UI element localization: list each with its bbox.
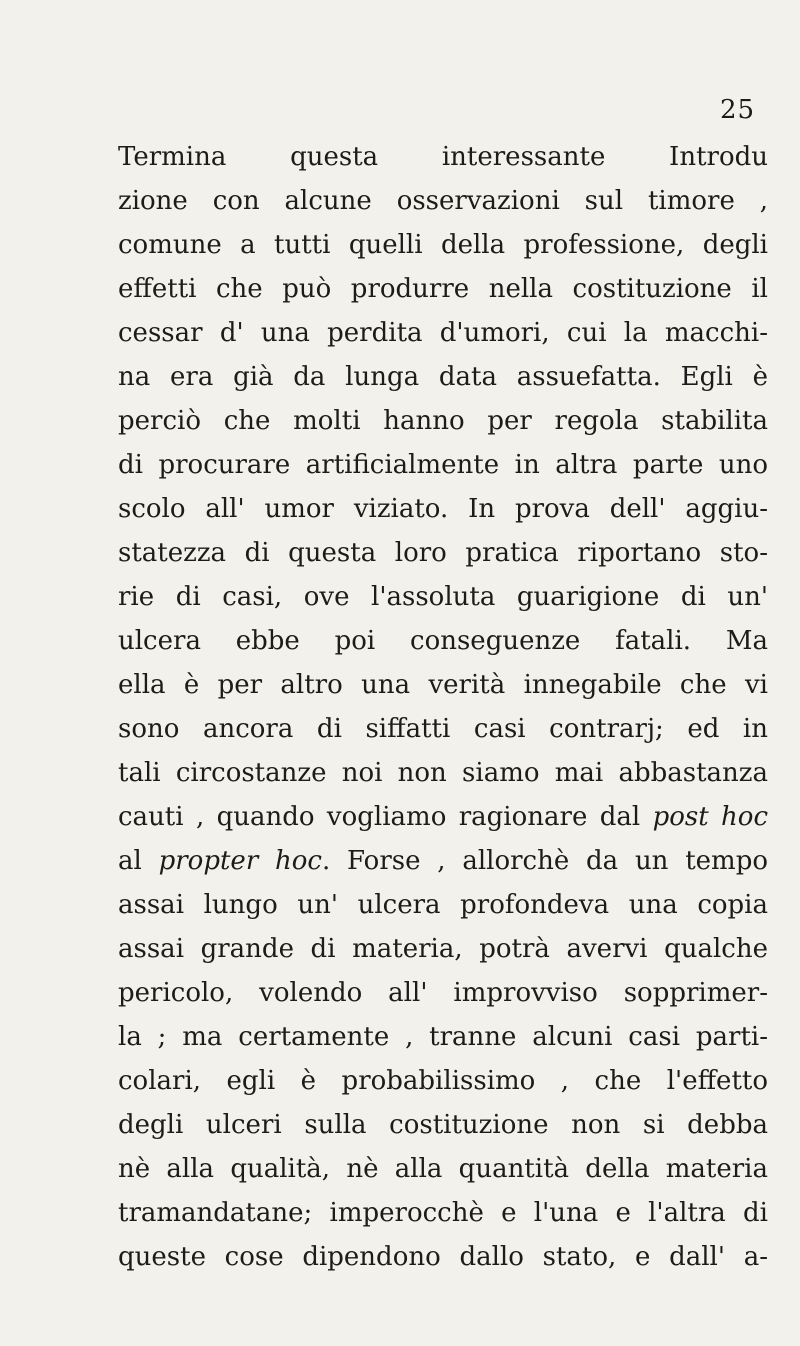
page-number: 25 — [720, 95, 756, 125]
text-line: assai lungo un' ulcera profondeva una copia — [118, 890, 768, 920]
text-line: scolo all' umor viziato. In prova dell' aggiu- — [118, 494, 768, 524]
text-line: Termina questa interessante Introdu — [118, 142, 768, 172]
italic-phrase: propter hoc — [158, 846, 322, 876]
text-line: assai grande di materia, potrà avervi qualche — [118, 934, 768, 964]
text-line: nè alla qualità, nè alla quantità della materia — [118, 1154, 768, 1184]
text-line: ella è per altro una verità innegabile che vi — [118, 670, 768, 700]
text-line: tramandatane; imperocchè e l'una e l'altra di — [118, 1198, 768, 1228]
text-line: na era già da lunga data assuefatta. Egli è — [118, 362, 768, 392]
text-line: statezza di questa loro pratica riportano sto- — [118, 538, 768, 568]
text-line: la ; ma certamente , tranne alcuni casi parti- — [118, 1022, 768, 1052]
text-line: rie di casi, ove l'assoluta guarigione di un' — [118, 582, 768, 612]
text-line: queste cose dipendono dallo stato, e dall' a- — [118, 1242, 768, 1272]
text-line: sono ancora di siffatti casi contrarj; ed in — [118, 714, 768, 744]
text-line: colari, egli è probabilissimo , che l'effetto — [118, 1066, 768, 1096]
text-segment: cauti , quando vogliamo ragionare dal — [118, 802, 653, 832]
text-line: di procurare artificialmente in altra parte uno — [118, 450, 768, 480]
text-segment: al — [118, 846, 159, 876]
text-line: comune a tutti quelli della professione, degli — [118, 230, 768, 260]
text-line — [118, 795, 768, 839]
text-segment: . Forse , allorchè da un tempo — [322, 846, 769, 876]
text-line: pericolo, volendo all' improvviso sopprimer- — [118, 978, 768, 1008]
text-line: ulcera ebbe poi conseguenze fatali. Ma — [118, 626, 768, 656]
text-line — [118, 839, 768, 883]
italic-phrase: post hoc — [652, 802, 769, 832]
text-line: effetti che può produrre nella costituzione il — [118, 274, 768, 304]
text-line: zione con alcune osservazioni sul timore , — [118, 186, 768, 216]
text-line: cessar d' una perdita d'umori, cui la macchi- — [118, 318, 768, 348]
text-line: tali circostanze noi non siamo mai abbastanza — [118, 758, 768, 788]
text-line: perciò che molti hanno per regola stabilita — [118, 406, 768, 436]
text-line: degli ulceri sulla costituzione non si debba — [118, 1110, 768, 1140]
